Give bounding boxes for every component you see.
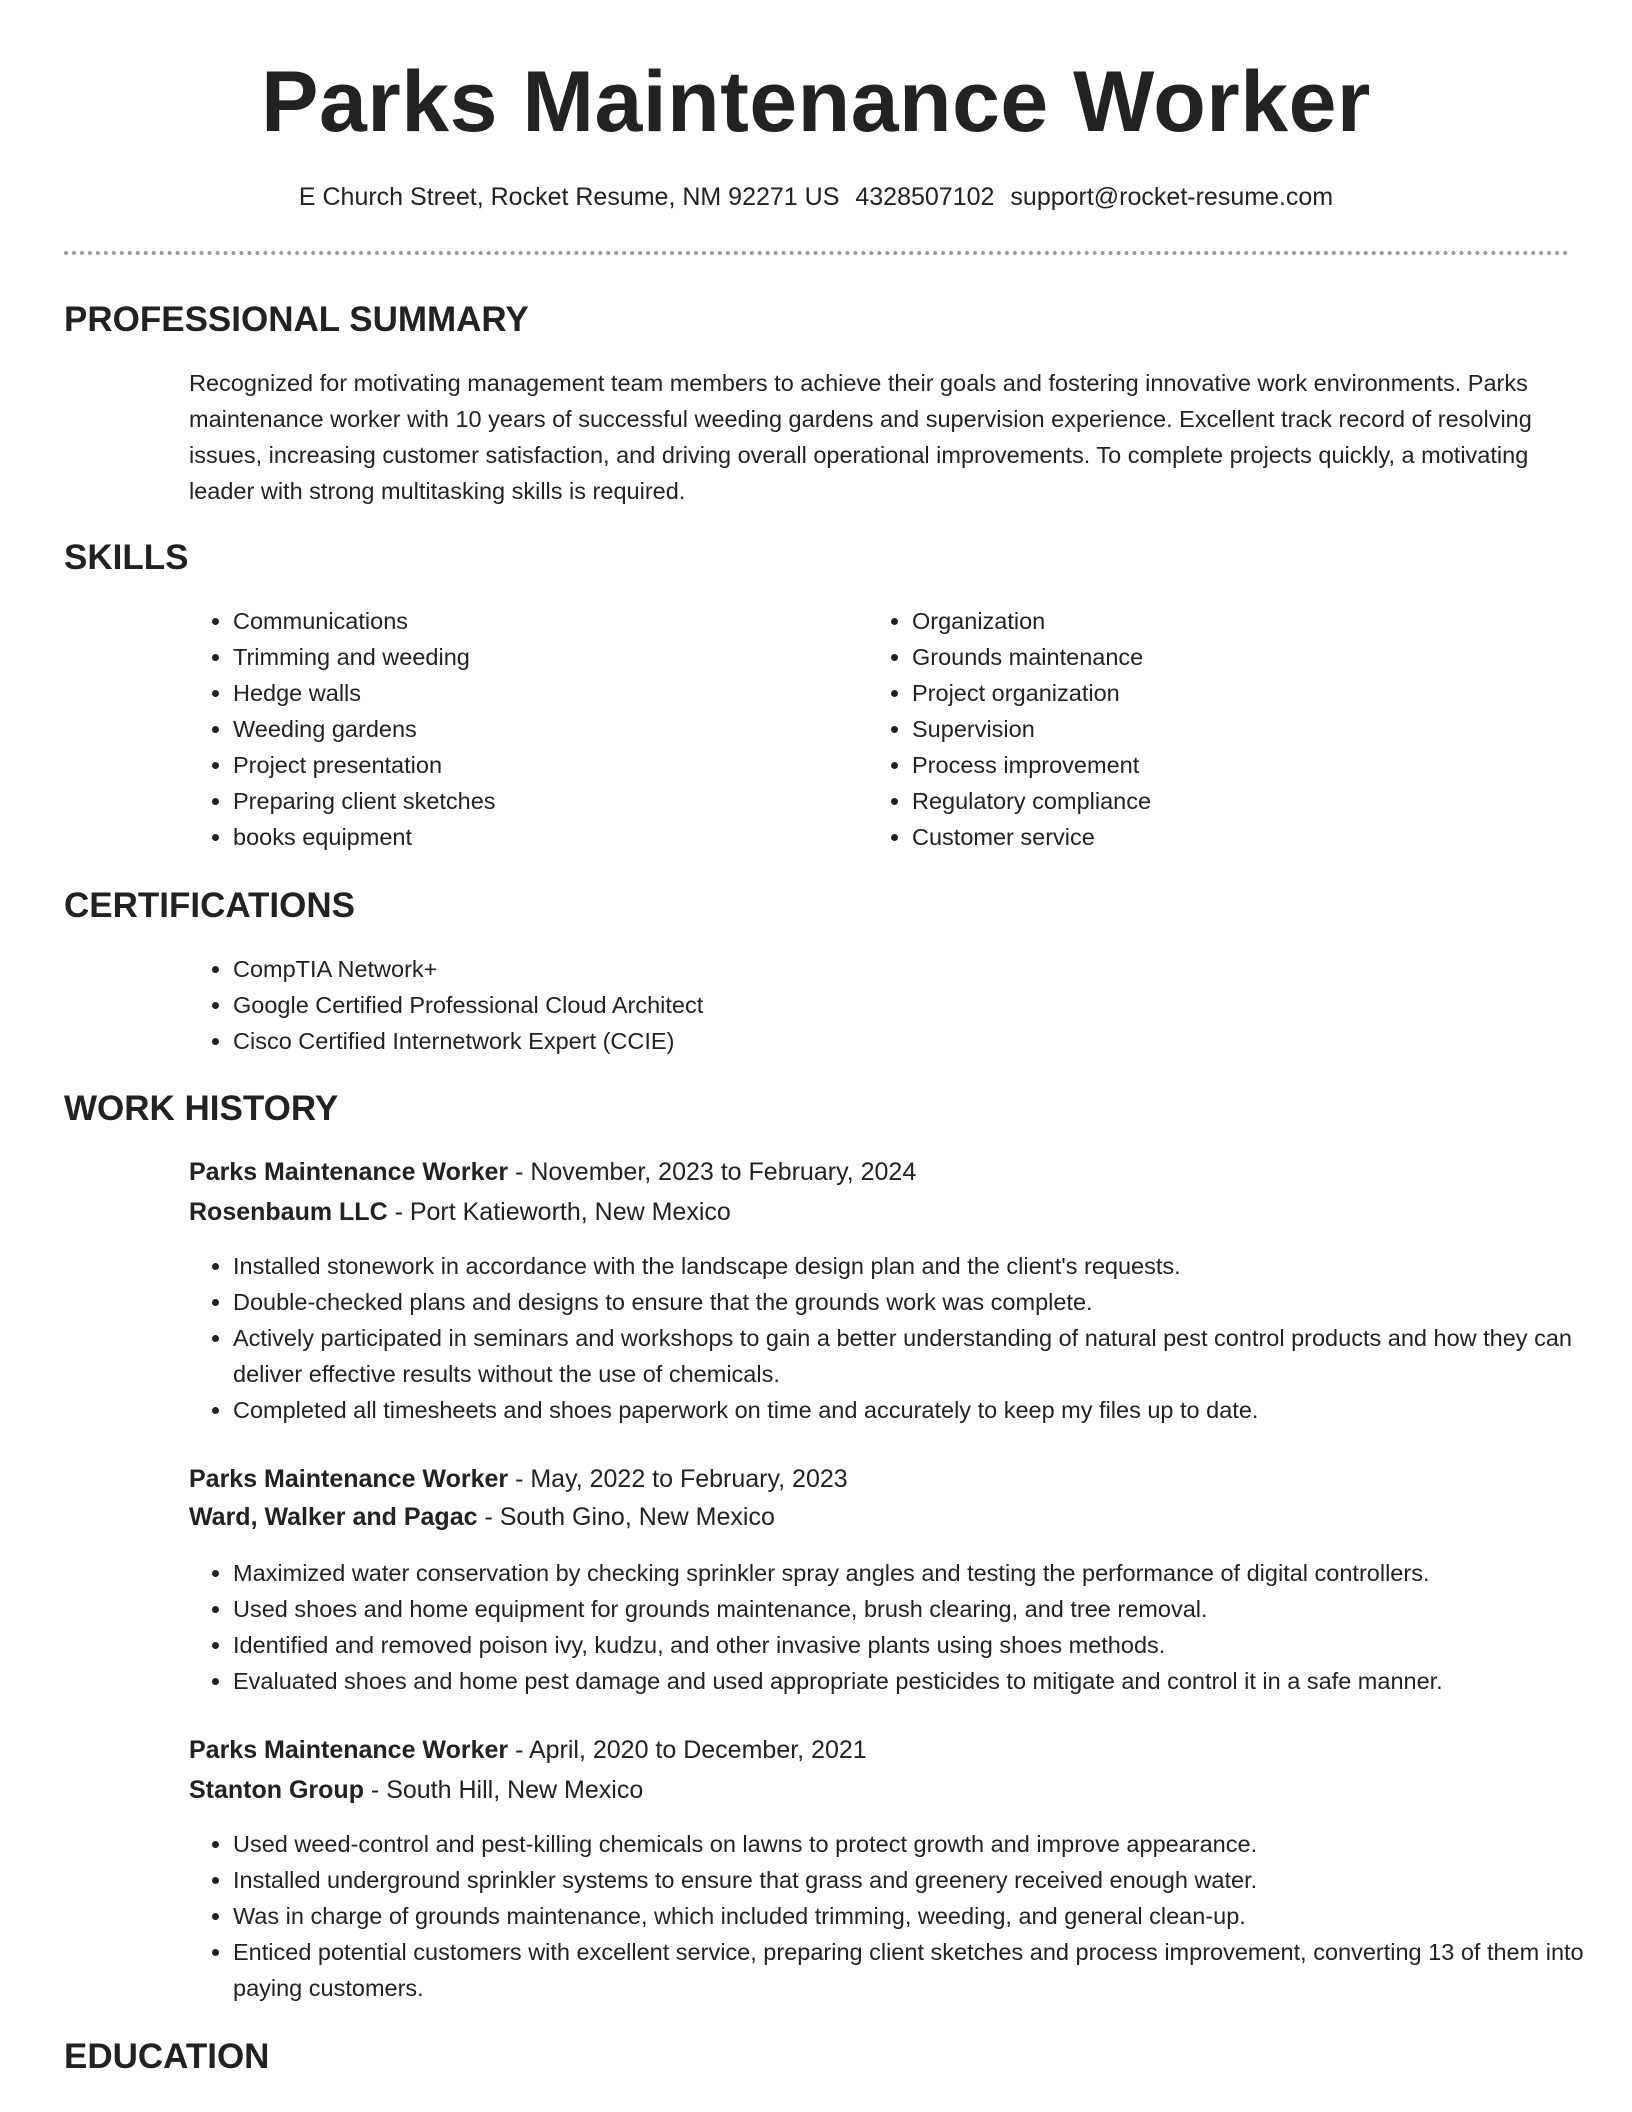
job-company: Stanton Group (189, 1776, 364, 1804)
skills-heading: SKILLS (64, 538, 189, 577)
job-title-line (189, 1733, 867, 1767)
job-company-line (189, 1500, 775, 1534)
job-company-line (189, 1195, 731, 1229)
skill-item: • Communications (233, 603, 833, 639)
skill-item: • Preparing client sketches (233, 783, 833, 819)
candidate-name: Parks Maintenance Worker (261, 54, 1371, 150)
skills-list-right (868, 603, 1512, 855)
certification-item: • Google Certified Professional Cloud Architect (233, 987, 1603, 1023)
certification-item: • Cisco Certified Internetwork Expert (CCIE) (233, 1023, 1603, 1059)
job-location: - Port Katieworth, New Mexico (387, 1198, 731, 1226)
job-bullet: • Double-checked plans and designs to ensure that the grounds work was complete. (233, 1284, 1613, 1320)
job-role: Parks Maintenance Worker (189, 1158, 509, 1186)
job-bullet: • Installed underground sprinkler systems to ensure that grass and greenery received enough water. (233, 1862, 1613, 1898)
work-history-heading: WORK HISTORY (64, 1089, 339, 1128)
job-bullet: • Enticed potential customers with excellent service, preparing client sketches and process improvement, converting 13 of them into paying customers. (233, 1934, 1613, 2006)
skill-item: • Process improvement (912, 747, 1512, 783)
certifications-heading: CERTIFICATIONS (64, 886, 356, 925)
skill-item: • books equipment (233, 819, 833, 855)
summary-text: Recognized for motivating management team members to achieve their goals and fostering innovative work environments. Parks maintenance worker with 10 years of successful weeding gardens and supervision experience. Excellent track record of resolving issues, increasing customer satisfaction, and driving overall operational improvements. To complete projects quickly, a motivating leader with strong multitasking skills is required. (189, 370, 1532, 504)
skill-item: • Grounds maintenance (912, 639, 1512, 675)
job-company: Ward, Walker and Pagac (189, 1503, 478, 1531)
job-bullet: • Installed stonework in accordance with the landscape design plan and the client's requests. (233, 1248, 1613, 1284)
job-title-line (189, 1155, 916, 1189)
job-bullet: • Used weed-control and pest-killing chemicals on lawns to protect growth and improve appearance. (233, 1826, 1613, 1862)
job-company: Rosenbaum LLC (189, 1198, 388, 1226)
contact-address: E Church Street, Rocket Resume, NM 92271 US (298, 183, 840, 211)
job-dates: - April, 2020 to December, 2021 (508, 1736, 867, 1764)
skill-item: • Project organization (912, 675, 1512, 711)
job-location: - South Hill, New Mexico (363, 1776, 644, 1804)
job-bullets (189, 1555, 1613, 1699)
header-divider (64, 251, 1569, 255)
summary-heading: PROFESSIONAL SUMMARY (64, 300, 529, 339)
job-bullet: • Was in charge of grounds maintenance, which included trimming, weeding, and general clean-up. (233, 1898, 1613, 1934)
skill-item: • Project presentation (233, 747, 833, 783)
job-bullet: • Used shoes and home equipment for grounds maintenance, brush clearing, and tree removal. (233, 1591, 1613, 1627)
job-bullet: • Maximized water conservation by checking sprinkler spray angles and testing the performance of digital controllers. (233, 1555, 1613, 1591)
job-bullets (189, 1826, 1613, 2006)
job-dates: - November, 2023 to February, 2024 (508, 1158, 917, 1186)
contact-line (0, 180, 1632, 214)
job-bullet: • Completed all timesheets and shoes paperwork on time and accurately to keep my files up to date. (233, 1392, 1613, 1428)
skill-item: • Weeding gardens (233, 711, 833, 747)
job-role: Parks Maintenance Worker (189, 1736, 509, 1764)
certifications-list (189, 951, 1603, 1059)
job-bullet: • Actively participated in seminars and workshops to gain a better understanding of natural pest control products and how they can deliver effective results without the use of chemicals. (233, 1320, 1613, 1392)
job-bullet: • Identified and removed poison ivy, kudzu, and other invasive plants using shoes methods. (233, 1627, 1613, 1663)
job-bullets (189, 1248, 1613, 1428)
skill-item: • Trimming and weeding (233, 639, 833, 675)
job-dates: - May, 2022 to February, 2023 (508, 1465, 848, 1493)
job-company-line (189, 1773, 643, 1807)
skill-item: • Supervision (912, 711, 1512, 747)
job-location: - South Gino, New Mexico (477, 1503, 775, 1531)
skill-item: • Customer service (912, 819, 1512, 855)
contact-phone: 4328507102 (855, 183, 995, 211)
job-title-line (189, 1462, 848, 1496)
job-bullet: • Evaluated shoes and home pest damage and used appropriate pesticides to mitigate and control it in a safe manner. (233, 1663, 1613, 1699)
contact-email: support@rocket-resume.com (1010, 183, 1334, 211)
skills-list-left (189, 603, 833, 855)
certification-item: • CompTIA Network+ (233, 951, 1603, 987)
job-role: Parks Maintenance Worker (189, 1465, 509, 1493)
education-heading: EDUCATION (64, 2037, 270, 2076)
skill-item: • Organization (912, 603, 1512, 639)
skill-item: • Hedge walls (233, 675, 833, 711)
skill-item: • Regulatory compliance (912, 783, 1512, 819)
